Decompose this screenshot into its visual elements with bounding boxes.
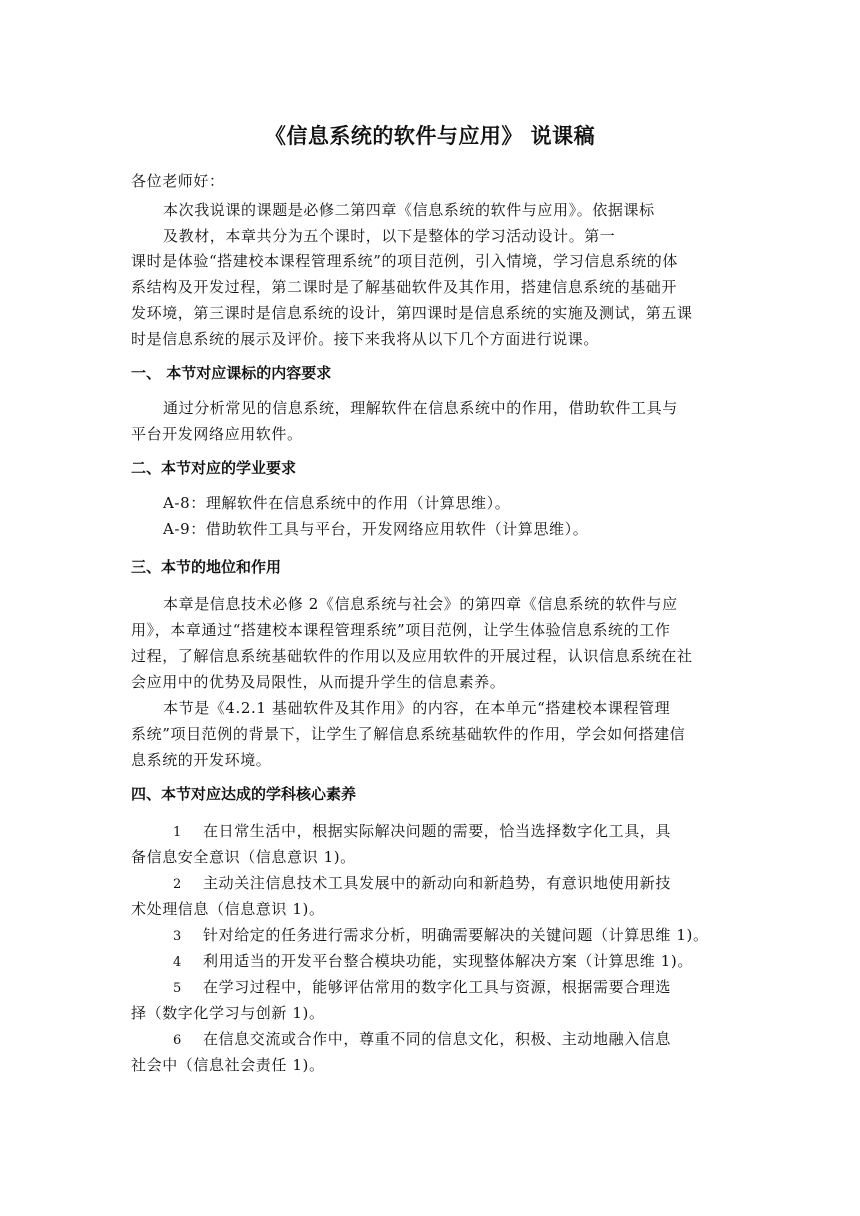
greeting: 各位老师好： [131,172,225,190]
intro-line: 时是信息系统的展示及评价。接下来我将从以下几个方面进行说课。 [131,330,600,348]
list-item [163,821,671,843]
list-item [163,1029,671,1051]
section-line: 本章是信息技术必修 2《信息系统与社会》的第四章《信息系统的软件与应 [163,595,678,613]
intro-line: 本次我说课的课题是必修二第四章《信息系统的软件与应用》。依据课标 [163,201,655,219]
section-heading: 三、本节的地位和作用 [131,558,282,576]
page-title: 《信息系统的软件与应用》 说课稿 [264,124,596,148]
list-item [163,873,671,895]
item-number: 5 [173,981,182,996]
intro-line: 课时是体验“搭建校本课程管理系统”的项目范例，引入情境，学习信息系统的体 [131,252,678,270]
item-text: 在日常生活中，根据实际解决问题的需要，恰当选择数字化工具，具 [203,822,672,840]
section-line: 本节是《4.2.1 基础软件及其作用》的内容，在本单元“搭建校本课程管理 [163,699,671,717]
item-text: 主动关注信息技术工具发展中的新动向和新趋势，有意识地使用新技 [203,874,672,892]
item-number: 1 [173,825,182,840]
list-item [163,925,709,947]
list-item [163,951,693,973]
section-heading: 四、本节对应达成的学科核心素养 [131,785,357,803]
intro-line: 发环境，第三课时是信息系统的设计，第四课时是信息系统的实施及测试，第五课 [131,304,693,322]
intro-line: 及教材，本章共分为五个课时，以下是整体的学习活动设计。第一 [163,227,616,245]
item-text-cont: 社会中（信息社会责任 1)。 [131,1056,325,1074]
item-text: 针对给定的任务进行需求分析，明确需要解决的关键问题（计算思维 1)。 [203,926,709,944]
section-line: 平台开发网络应用软件。 [131,425,303,443]
item-text: 在信息交流或合作中，尊重不同的信息文化，积极、主动地融入信息 [203,1030,672,1048]
section-heading: 一、 本节对应课标的内容要求 [131,364,332,382]
intro-line: 系结构及开发过程，第二课时是了解基础软件及其作用，搭建信息系统的基础开 [131,278,678,296]
item-text: 利用适当的开发平台整合模块功能，实现整体解决方案（计算思维 1)。 [203,952,693,970]
item-number: 4 [173,955,182,970]
section-line: A-8：理解软件在信息系统中的作用（计算思维）。 [163,494,511,512]
list-item [163,977,671,999]
section-line: A-9：借助软件工具与平台，开发网络应用软件（计算思维）。 [163,520,589,538]
item-text-cont: 术处理信息（信息意识 1)。 [131,900,325,918]
item-number: 3 [173,929,182,944]
item-text-cont: 备信息安全意识（信息意识 1)。 [131,848,356,866]
section-line: 系统”项目范例的背景下，让学生了解信息系统基础软件的作用，学会如何搭建信 [131,725,686,743]
section-heading: 二、本节对应的学业要求 [131,459,297,477]
section-line: 息系统的开发环境。 [131,751,272,769]
section-line: 通过分析常见的信息系统，理解软件在信息系统中的作用，借助软件工具与 [163,399,678,417]
section-line: 会应用中的优势及局限性，从而提升学生的信息素养。 [131,673,506,691]
item-number: 6 [173,1033,182,1048]
item-text: 在学习过程中，能够评估常用的数字化工具与资源，根据需要合理选 [203,978,672,996]
section-line: 过程，了解信息系统基础软件的作用以及应用软件的开展过程，认识信息系统在社 [131,647,693,665]
section-line: 用》，本章通过“搭建校本课程管理系统”项目范例，让学生体验信息系统的工作 [131,621,671,639]
item-number: 2 [173,877,182,892]
item-text-cont: 择（数字化学习与创新 1)。 [131,1004,325,1022]
